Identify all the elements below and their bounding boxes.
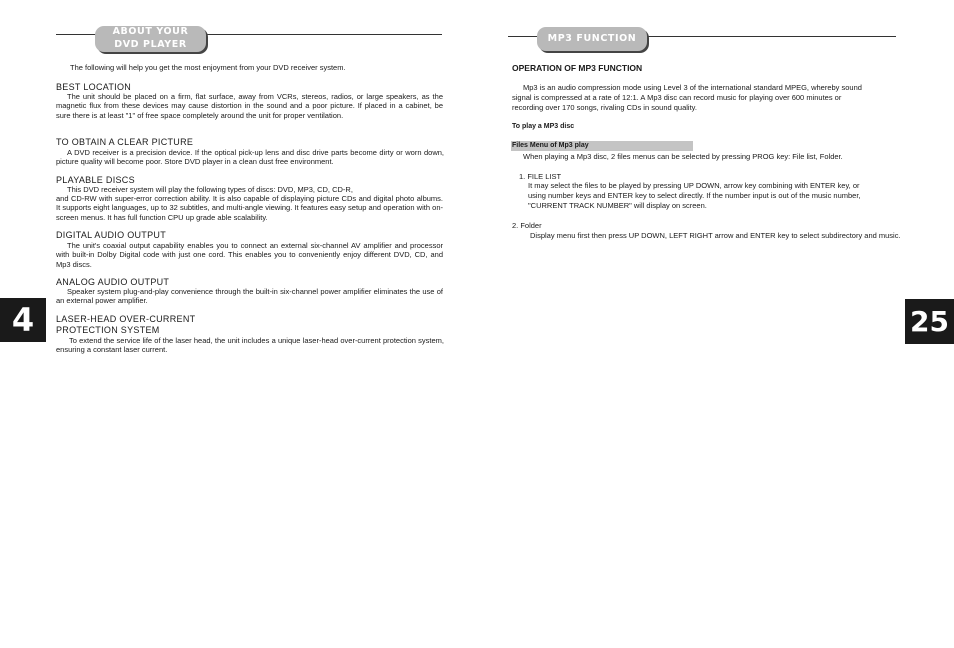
- mp3-intro-line3: recording over 170 songs, rivaling CDs in sound quality.: [512, 103, 697, 112]
- body-playable-discs: and CD-RW with super-error correction ability. It is also capable of displaying picture CDs and digital photo albums. It supports eight languages, up to 32 subtitles, and multi-angle viewing. It features easy setup and operation with on-screen menus. It has full function CPU up grade able scalability.: [56, 194, 443, 222]
- file-list-line3: "CURRENT TRACK NUMBER" will display on screen.: [528, 201, 707, 210]
- body-laser-head: To extend the service life of the laser head, the unit includes a unique laser-head over-current protection system, ensuring a constant laser current.: [56, 336, 444, 355]
- mp3-heading: OPERATION OF MP3 FUNCTION: [512, 63, 643, 73]
- heading-analog-audio: ANALOG AUDIO OUTPUT: [56, 277, 170, 287]
- file-list-line2: using number keys and ENTER key to select directly. If the number input is out of the music number,: [528, 191, 861, 200]
- heading-playable-discs: PLAYABLE DISCS: [56, 175, 135, 185]
- mp3-intro-line1: Mp3 is an audio compression mode using Level 3 of the international standard MPEG, whereby sound: [523, 83, 862, 92]
- left-intro: The following will help you get the most enjoyment from your DVD receiver system.: [70, 63, 346, 72]
- heading-clear-picture: TO OBTAIN A CLEAR PICTURE: [56, 137, 194, 147]
- body-clear-picture: A DVD receiver is a precision device. If the optical pick-up lens and disc drive parts become dirty or worn down, picture quality will become poor. Store DVD player in a clean dust free environment.: [56, 148, 444, 167]
- file-list-title: 1. FILE LIST: [519, 172, 562, 181]
- files-menu-label: Files Menu of Mp3 play: [511, 141, 693, 151]
- right-section-tab: MP3 FUNCTION: [537, 27, 647, 51]
- body-analog-audio: Speaker system plug-and-play convenience through the built-in six-channel power amplifier eliminates the use of an external power amplifier.: [56, 287, 443, 306]
- files-menu-text: When playing a Mp3 disc, 2 files menus can be selected by pressing PROG key: File list, Folder.: [523, 152, 843, 161]
- folder-text: Display menu first then press UP DOWN, LEFT RIGHT arrow and ENTER key to select subdirectory and music.: [530, 231, 901, 240]
- mp3-subheading: To play a MP3 disc: [512, 123, 575, 130]
- heading-laser-head: LASER-HEAD OVER-CURRENT: [56, 314, 196, 324]
- heading-digital-audio: DIGITAL AUDIO OUTPUT: [56, 230, 167, 240]
- file-list-line1: It may select the files to be played by pressing UP DOWN, arrow key combining with ENTER key, or: [528, 181, 860, 190]
- mp3-intro-line2: signal is compressed at a rate of 12:1. A Mp3 disc can record music for playing over 600 minutes or: [512, 93, 842, 102]
- body-playable-discs-line1: This DVD receiver system will play the following types of discs: DVD, MP3, CD, CD-R,: [67, 185, 353, 194]
- left-page-number: 4: [0, 298, 46, 342]
- left-tab-line1: ABOUT YOUR: [112, 26, 189, 37]
- right-page-number: 25: [905, 299, 954, 344]
- left-section-tab: [95, 26, 206, 52]
- folder-title: 2. Folder: [512, 221, 542, 230]
- body-best-location: The unit should be placed on a firm, flat surface, away from VCRs, stereos, radios, or large speakers, as the magnetic flux from these devices may cause distortion in the sound and a poor picture. If placed in a cabinet, be sure there is at least "1" of free space completely around the unit for proper ventilation.: [56, 92, 443, 120]
- body-digital-audio: The unit's coaxial output capability enables you to connect an external six-channel AV amplifier and processor with built-in Dolby Digital code with just one cord. This enables you to conveniently enjoy different DVD, CD, and Mp3 discs.: [56, 241, 443, 269]
- heading-best-location: BEST LOCATION: [56, 82, 132, 92]
- heading-laser-head-line2: PROTECTION SYSTEM: [56, 325, 160, 335]
- left-tab-line2: DVD PLAYER: [114, 38, 187, 50]
